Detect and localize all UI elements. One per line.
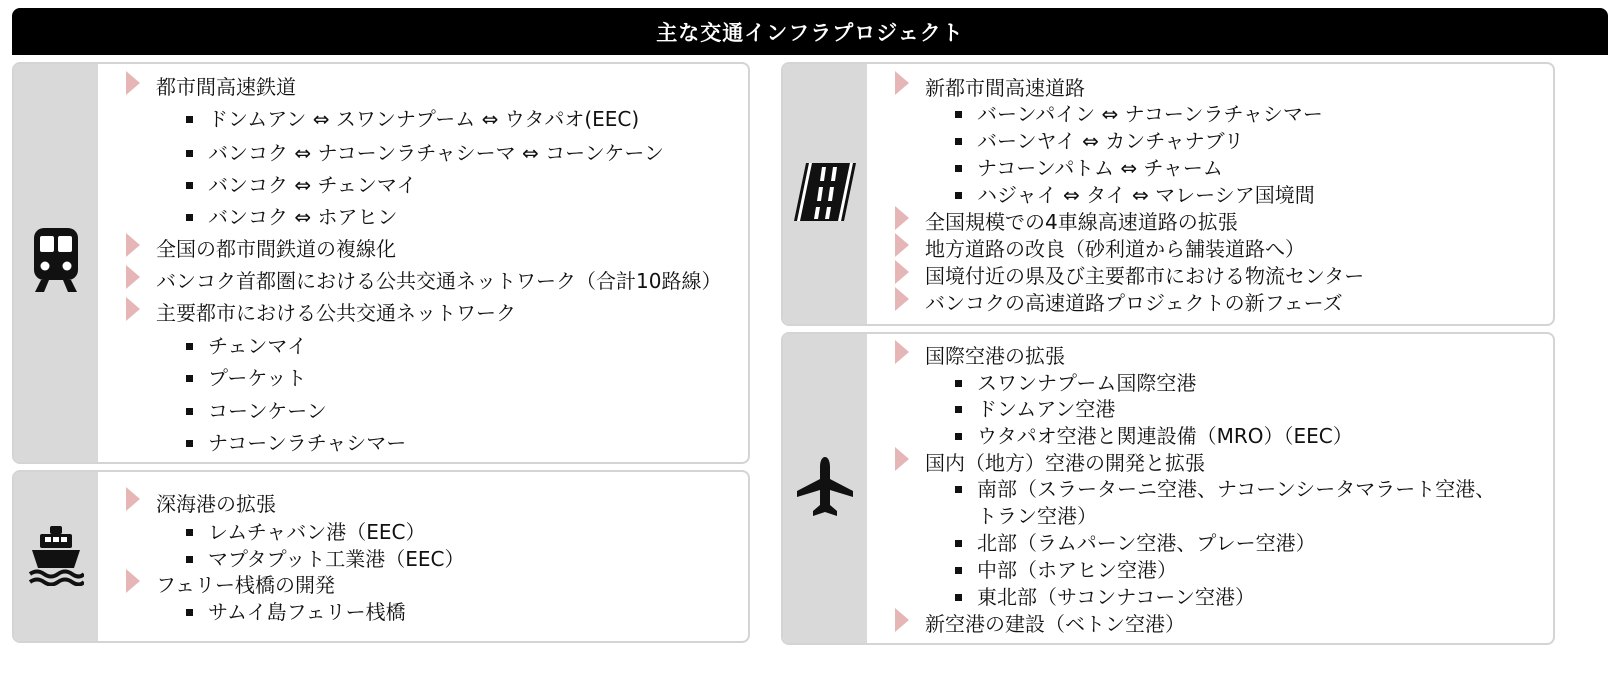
bullet-square bbox=[186, 375, 193, 382]
list-item: マプタプット工業港（EEC） bbox=[208, 547, 465, 571]
list-item: トラン空港） bbox=[977, 504, 1097, 528]
list-item: ウタパオ空港と関連設備（MRO）（EEC） bbox=[977, 424, 1353, 448]
list-item: バンコクの高速道路プロジェクトの新フェーズ bbox=[925, 291, 1343, 315]
list-item: 国内（地方）空港の開発と拡張 bbox=[925, 451, 1205, 475]
port-list bbox=[98, 472, 748, 641]
list-item: 南部（スラーターニ空港、ナコーンシータマラート空港、 bbox=[977, 477, 1496, 501]
road-sidebar bbox=[783, 64, 867, 324]
bullet-square bbox=[955, 192, 962, 199]
bullet-square bbox=[186, 150, 193, 157]
list-marker bbox=[895, 340, 909, 364]
list-item: プーケット bbox=[208, 366, 307, 390]
list-item: 全国の都市間鉄道の複線化 bbox=[156, 237, 396, 261]
air-panel bbox=[781, 332, 1555, 645]
list-marker bbox=[126, 233, 140, 257]
bullet-square bbox=[955, 406, 962, 413]
list-item: ハジャイ ⇔ タイ ⇔ マレーシア国境間 bbox=[977, 183, 1315, 207]
list-item: バンコク ⇔ ホアヒン bbox=[208, 205, 398, 229]
bullet-square bbox=[955, 433, 962, 440]
list-item: レムチャバン港（EEC） bbox=[208, 520, 426, 544]
bullet-square bbox=[955, 540, 962, 547]
page-title: 主な交通インフラプロジェクト bbox=[12, 8, 1608, 55]
bullet-square bbox=[186, 343, 193, 350]
list-item: ナコーンパトム ⇔ チャーム bbox=[977, 156, 1223, 180]
airplane-icon bbox=[795, 455, 855, 523]
list-item: 北部（ラムパーン空港、プレー空港） bbox=[977, 531, 1316, 555]
bullet-square bbox=[186, 116, 193, 123]
list-marker bbox=[895, 287, 909, 311]
rail-sidebar bbox=[14, 64, 98, 462]
list-item: 中部（ホアヒン空港） bbox=[977, 558, 1177, 582]
bullet-square bbox=[186, 440, 193, 447]
list-item: スワンナプーム国際空港 bbox=[977, 371, 1197, 395]
bullet-square bbox=[955, 594, 962, 601]
bullet-square bbox=[955, 165, 962, 172]
list-item: ナコーンラチャシマー bbox=[208, 431, 407, 455]
list-item: 都市間高速鉄道 bbox=[156, 75, 296, 99]
list-item: 主要都市における公共交通ネットワーク bbox=[156, 301, 516, 325]
bullet-square bbox=[186, 609, 193, 616]
list-item: バンコク首都圏における公共交通ネットワーク（合計10路線） bbox=[156, 269, 722, 293]
list-item: バーンパイン ⇔ ナコーンラチャシマー bbox=[977, 102, 1323, 126]
list-marker bbox=[895, 233, 909, 257]
list-marker bbox=[895, 71, 909, 95]
list-item: フェリー桟橋の開発 bbox=[156, 573, 335, 597]
list-marker bbox=[126, 297, 140, 321]
list-item: 深海港の拡張 bbox=[156, 492, 276, 516]
list-item: 新空港の建設（ベトン空港） bbox=[925, 612, 1185, 636]
train-icon bbox=[31, 226, 81, 300]
list-item: 東北部（サコンナコーン空港） bbox=[977, 585, 1255, 609]
list-marker bbox=[895, 206, 909, 230]
list-item: 国際空港の拡張 bbox=[925, 344, 1065, 368]
bullet-square bbox=[955, 138, 962, 145]
list-marker bbox=[126, 71, 140, 95]
bullet-square bbox=[186, 182, 193, 189]
list-item: ドンムアン空港 bbox=[977, 397, 1116, 421]
list-item: 国境付近の県及び主要都市における物流センター bbox=[925, 264, 1365, 288]
list-marker bbox=[126, 569, 140, 593]
bullet-square bbox=[955, 486, 962, 493]
list-marker bbox=[126, 487, 140, 511]
bullet-square bbox=[186, 556, 193, 563]
rail-panel bbox=[12, 62, 750, 464]
bullet-square bbox=[955, 567, 962, 574]
rail-list bbox=[98, 64, 748, 462]
list-marker bbox=[895, 260, 909, 284]
list-item: バンコク ⇔ ナコーンラチャシーマ ⇔ コーンケーン bbox=[208, 141, 664, 165]
road-list bbox=[867, 64, 1553, 324]
list-item: バーンヤイ ⇔ カンチャナブリ bbox=[977, 129, 1244, 153]
air-list bbox=[867, 334, 1553, 643]
list-item: バンコク ⇔ チェンマイ bbox=[208, 173, 417, 197]
list-item: 全国規模での4車線高速道路の拡張 bbox=[925, 210, 1238, 234]
bullet-square bbox=[955, 111, 962, 118]
road-icon bbox=[792, 161, 858, 227]
list-marker bbox=[126, 265, 140, 289]
list-item: コーンケーン bbox=[208, 399, 327, 423]
list-item: チェンマイ bbox=[208, 334, 307, 358]
list-item: 新都市間高速道路 bbox=[925, 76, 1085, 100]
air-sidebar bbox=[783, 334, 867, 643]
bullet-square bbox=[186, 529, 193, 536]
list-item: 地方道路の改良（砂利道から舗装道路へ） bbox=[925, 237, 1305, 261]
list-marker bbox=[895, 447, 909, 471]
bullet-square bbox=[955, 380, 962, 387]
road-panel bbox=[781, 62, 1555, 326]
list-item: ドンムアン ⇔ スワンナプーム ⇔ ウタパオ(EEC) bbox=[208, 107, 640, 131]
list-item: サムイ島フェリー桟橋 bbox=[208, 600, 406, 624]
bullet-square bbox=[186, 214, 193, 221]
port-sidebar bbox=[14, 472, 98, 641]
bullet-square bbox=[186, 408, 193, 415]
list-marker bbox=[895, 608, 909, 632]
ship-icon bbox=[28, 524, 84, 590]
port-panel bbox=[12, 470, 750, 643]
